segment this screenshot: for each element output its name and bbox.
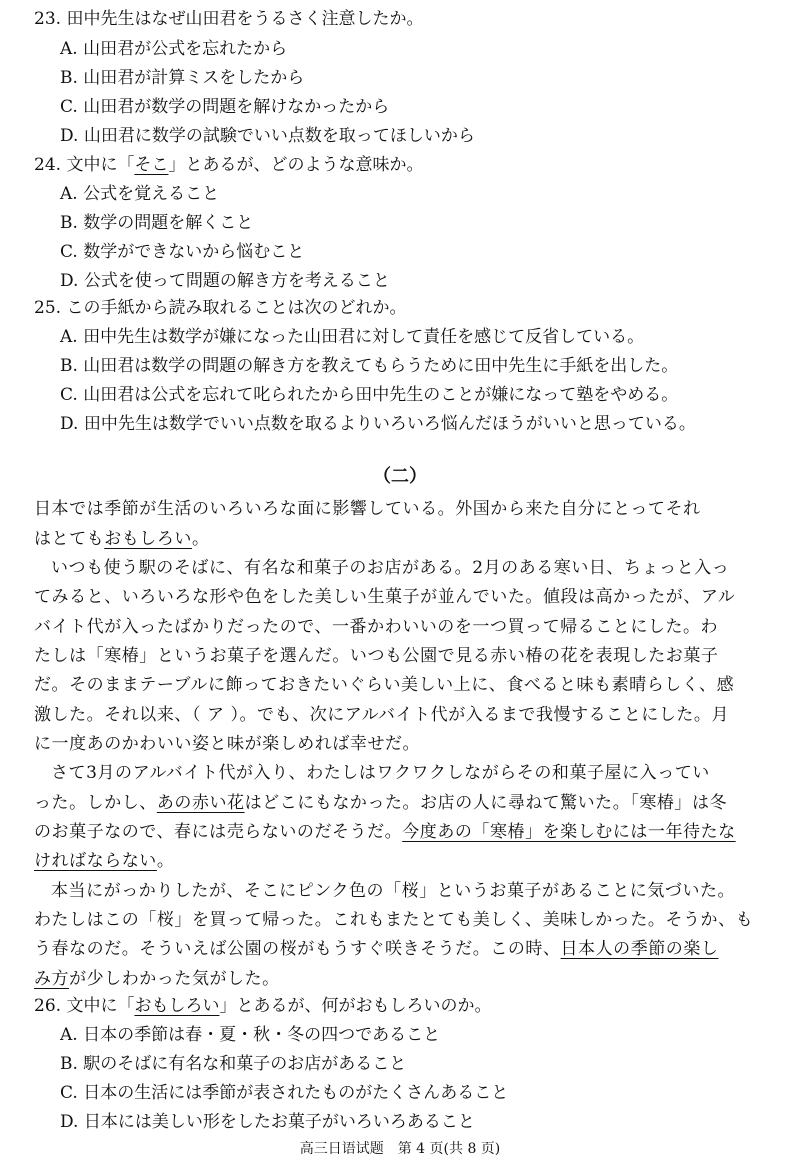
passage-p2-line1: いつも使う駅のそばに、有名な和菓子のお店がある。2月のある寒い日、ちょっと入っ xyxy=(51,558,730,578)
passage-p3-line2 xyxy=(34,792,727,814)
passage-p4-line2: わたしはこの「桜」を買って帰った。これもまたとても美しく、美味しかった。そうか、も xyxy=(34,910,754,930)
passage-p3-line4 xyxy=(34,850,174,872)
question-24-option-b: B. 数学の問題を解くこと xyxy=(60,213,254,233)
question-23-stem: 23. 田中先生はなぜ山田君をうるさく注意したか。 xyxy=(34,9,424,29)
passage-text: う春なのだ。そういえば公園の桜がもうすぐ咲きそうだ。この時、 xyxy=(34,939,561,959)
passage-p4-line3 xyxy=(34,938,718,960)
passage-text: はどこにもなかった。お店の人に尋ねて驚いた。「寒椿」は冬 xyxy=(244,793,728,813)
passage-underline-kisetsu: 日本人の季節の楽し xyxy=(560,939,719,959)
question-25-option-d: D. 田中先生は数学でいい点数を取るよりいろいろ悩んだほうがいいと思っている。 xyxy=(60,414,696,434)
question-26-option-d: D. 日本には美しい形をしたお菓子がいろいろあること xyxy=(60,1112,475,1132)
passage-p4-line1: 本当にがっかりしたが、そこにピンク色の「桜」というお菓子があることに気づいた。 xyxy=(51,881,736,901)
passage-text: が少しわかった気がした。 xyxy=(69,969,280,989)
passage-underline-omoshiroi: おもしろい xyxy=(104,529,192,549)
question-24-underlined-word: そこ xyxy=(134,155,169,175)
passage-underline-kisetsu-end: み方 xyxy=(34,969,70,989)
passage-p1-line1: 日本では季節が生活のいろいろな面に影響している。外国から来た自分にとってそれ xyxy=(34,499,701,519)
passage-p1-line2 xyxy=(34,528,210,550)
passage-text: った。しかし、 xyxy=(34,793,157,813)
section-title: （二） xyxy=(373,466,427,487)
question-26-option-c: C. 日本の生活には季節が表されたものがたくさんあること xyxy=(60,1083,509,1103)
question-23-option-c: C. 山田君が数学の問題を解けなかったから xyxy=(60,97,390,117)
passage-p2-line4: たしは「寒椿」というお菓子を選んだ。いつも公園で見る赤い椿の花を表現したお菓子 xyxy=(34,646,719,666)
question-26-stem-prefix: 26. 文中に「 xyxy=(34,996,135,1016)
passage-p4-line4 xyxy=(34,968,280,990)
question-25-option-b: B. 山田君は数学の問題の解き方を教えてもらうために田中先生に手紙を出した。 xyxy=(60,356,679,376)
passage-underline-kanbaki-sentence: 今度あの「寒椿」を楽しむには一年待たな xyxy=(402,822,736,842)
passage-p2-line2: てみると、いろいろな形や色をした美しい生菓子が並んでいた。値段は高かったが、アル xyxy=(34,587,736,607)
passage-text: 。 xyxy=(191,529,210,549)
question-24-option-a: A. 公式を覚えること xyxy=(60,184,220,204)
question-26-stem-suffix: 」とあるが、何がおもしろいのか。 xyxy=(219,996,492,1016)
passage-p2-line7: に一度あのかわいい姿と味が楽しめれば幸せだ。 xyxy=(34,734,421,754)
question-23-option-a: A. 山田君が公式を忘れたから xyxy=(60,39,288,59)
question-23-option-d: D. 山田君に数学の試験でいい点数を取ってほしいから xyxy=(60,126,475,146)
page-footer: 高三日语试题 第 4 页(共 8 页) xyxy=(299,1141,501,1157)
question-25-option-a: A. 田中先生は数学が嫌になった山田君に対して責任を感じて反省している。 xyxy=(60,327,645,347)
passage-p2-line3: バイト代が入ったばかりだったので、一番かわいいのを一つ買って帰ることにした。わ xyxy=(34,617,719,637)
question-24-stem-suffix: 」とあるが、どのような意味か。 xyxy=(168,155,424,175)
passage-text: のお菓子なので、春には売らないのだそうだ。 xyxy=(34,822,403,842)
passage-text: はとても xyxy=(34,529,105,549)
passage-p2-line5: だ。そのままテーブルに飾っておきたいぐらい美しい上に、食べると味も素晴らしく、感 xyxy=(34,675,735,695)
passage-p2-line6: 激した。それ以来、（ ア ）。でも、次にアルバイト代が入るまで我慢することにした。月 xyxy=(34,705,730,725)
question-26-option-a: A. 日本の季節は春・夏・秋・冬の四つであること xyxy=(60,1025,441,1045)
question-24-stem xyxy=(34,154,423,176)
passage-p3-line3 xyxy=(34,821,736,843)
passage-underline-kanbaki-sentence-end: ければならない xyxy=(34,851,157,871)
question-26-option-b: B. 駅のそばに有名な和菓子のお店があること xyxy=(60,1054,407,1074)
passage-p3-line1: さて3月のアルバイト代が入り、わたしはワクワクしながらその和菓子屋に入ってい xyxy=(51,763,710,783)
question-25-stem: 25. この手紙から読み取れることは次のどれか。 xyxy=(34,298,407,318)
question-25-option-c: C. 山田君は公式を忘れて叱られたから田中先生のことが嫌になって塾をやめる。 xyxy=(60,385,679,405)
question-26-stem xyxy=(34,995,491,1017)
question-26-underlined-word: おもしろい xyxy=(134,996,220,1016)
passage-text: 。 xyxy=(156,851,175,871)
question-24-stem-prefix: 24. 文中に「 xyxy=(34,155,135,175)
question-24-option-c: C. 数学ができないから悩むこと xyxy=(60,242,305,262)
question-24-option-d: D. 公式を使って問題の解き方を考えること xyxy=(60,271,390,291)
passage-underline-akai-hana: あの赤い花 xyxy=(156,793,245,813)
question-23-option-b: B. 山田君が計算ミスをしたから xyxy=(60,68,305,88)
